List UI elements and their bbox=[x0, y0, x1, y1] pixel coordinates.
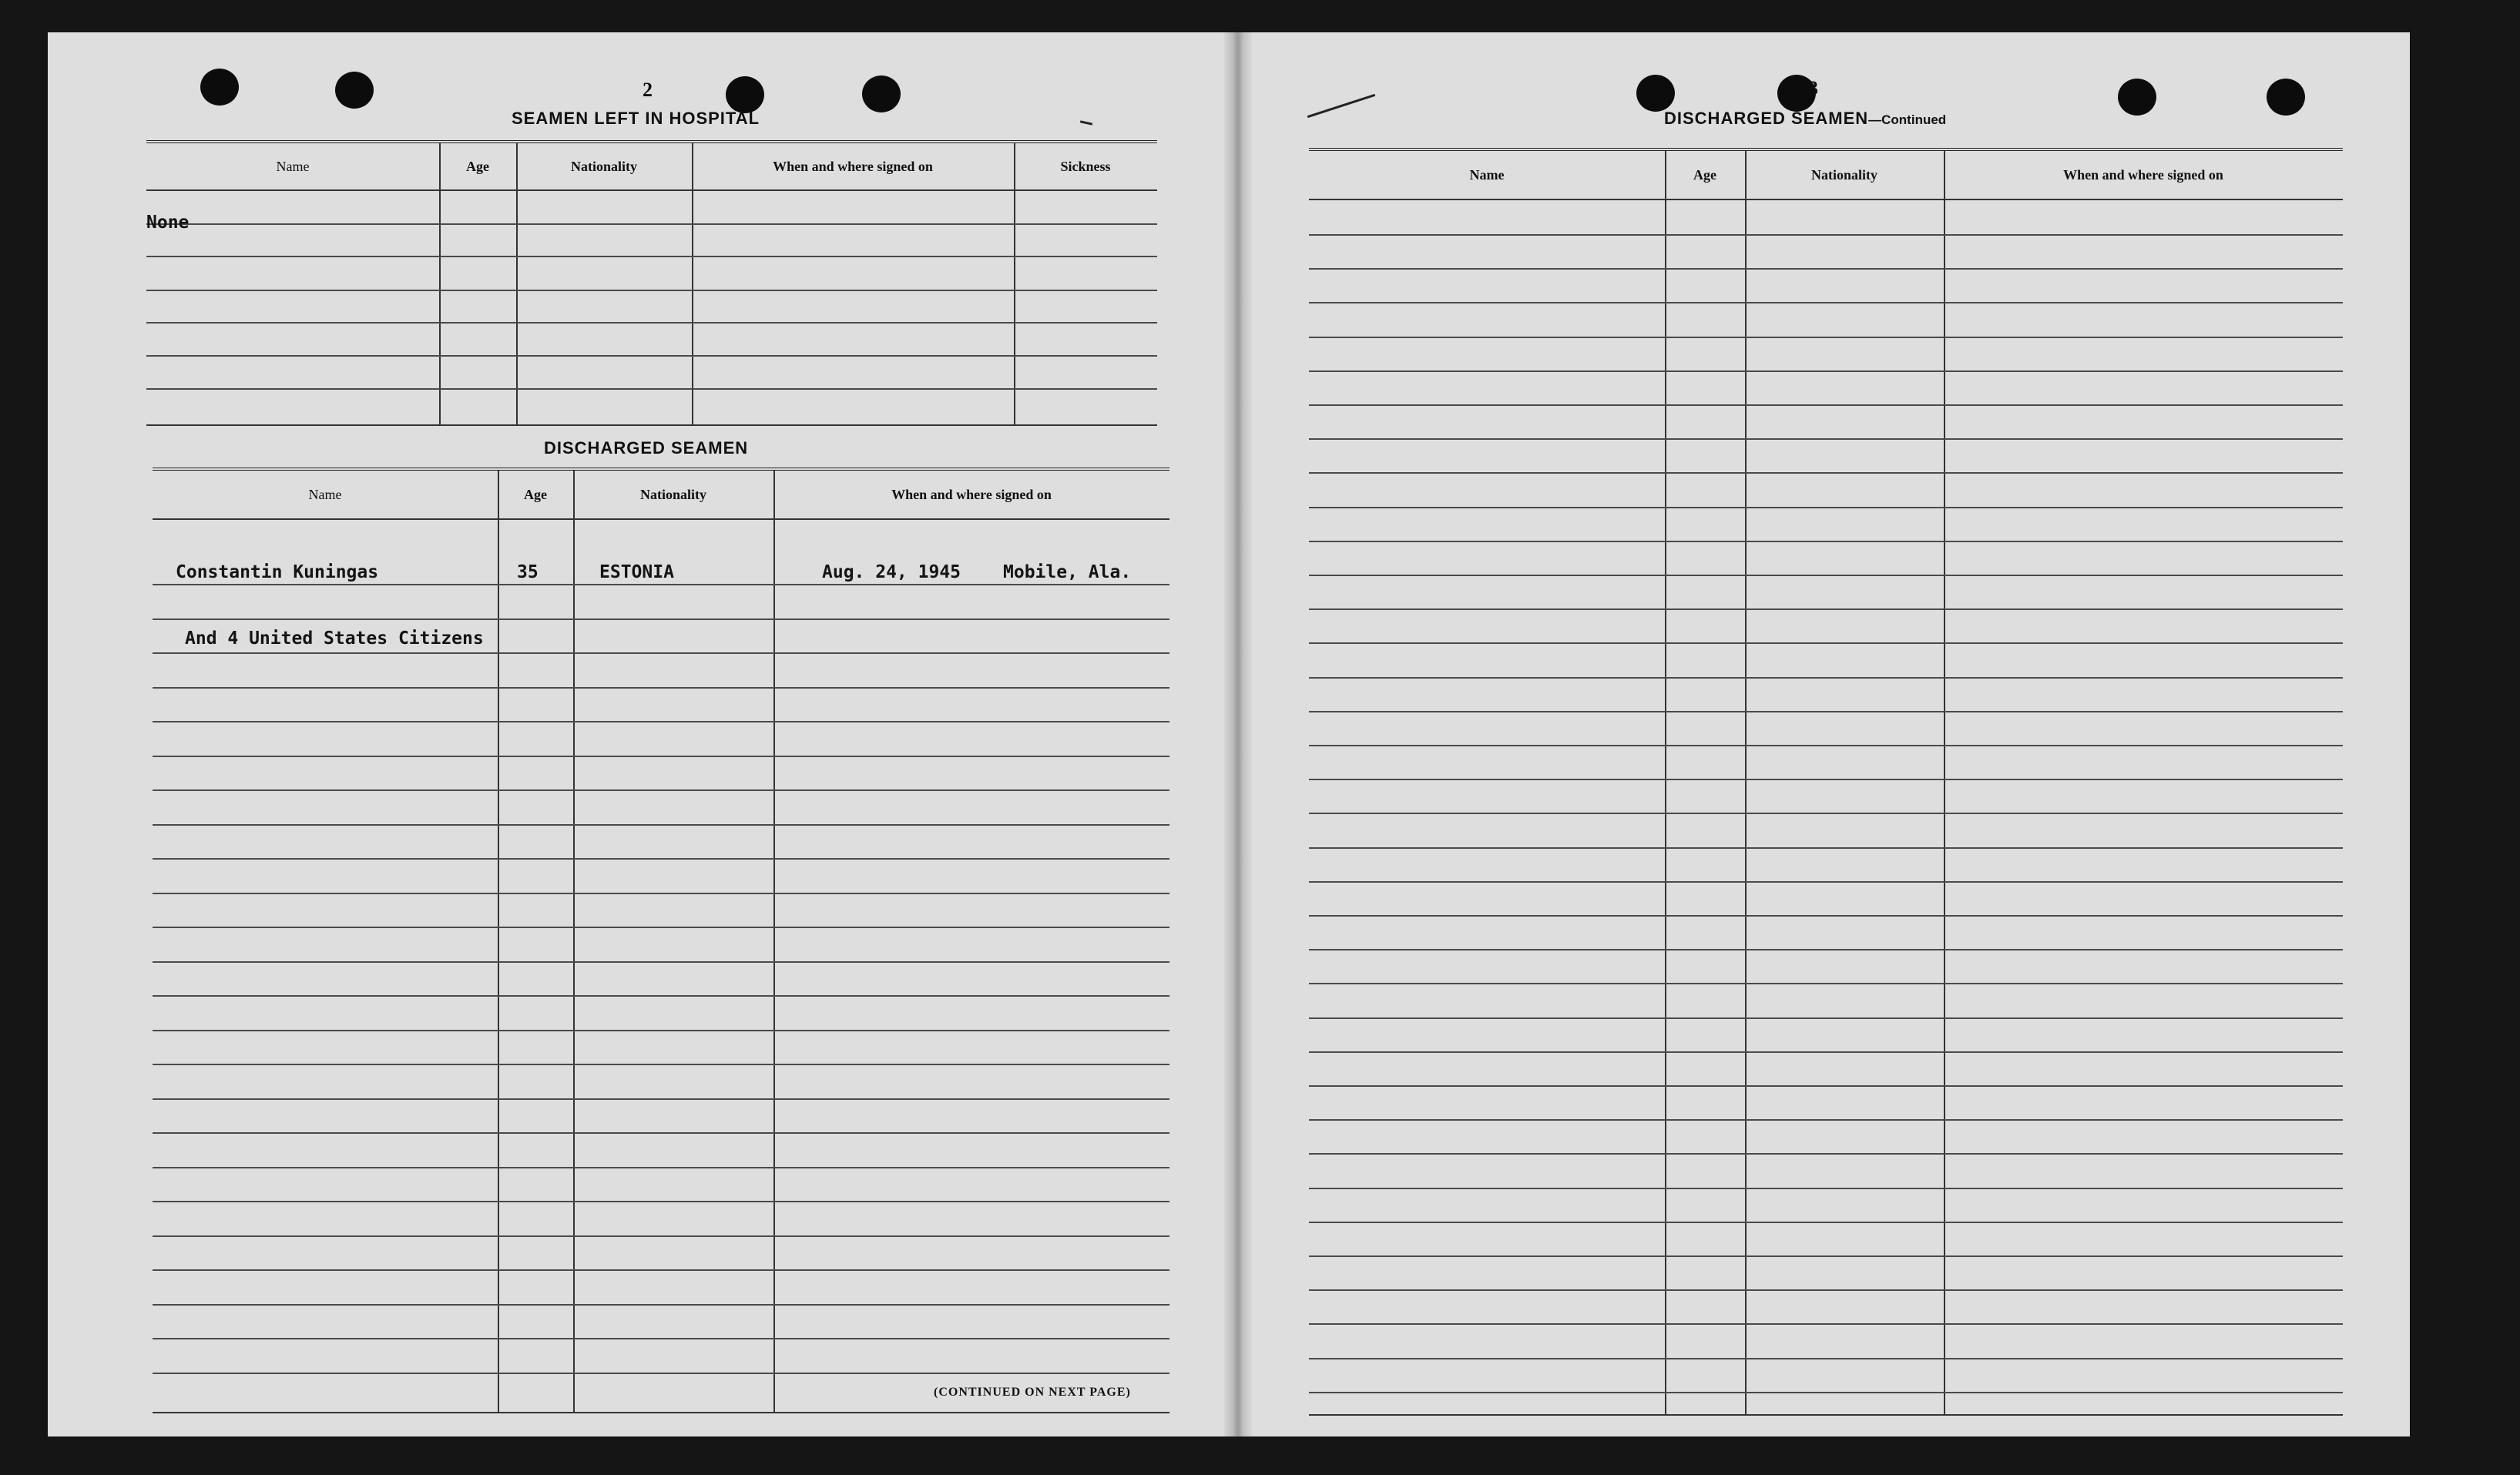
page-number: 3 bbox=[1808, 77, 1818, 99]
column-header-age: Age bbox=[524, 486, 547, 502]
hospital-section-title: SEAMEN LEFT IN HOSPITAL bbox=[512, 109, 760, 128]
ruled-line bbox=[1309, 847, 2343, 849]
right-page bbox=[1238, 32, 2410, 1436]
ruled-line bbox=[1309, 813, 2343, 814]
discharged-note: And 4 United States Citizens bbox=[185, 629, 484, 649]
column-header-name: Name bbox=[276, 158, 310, 174]
discharged-table bbox=[153, 468, 1169, 1413]
ruled-line bbox=[1309, 268, 2343, 270]
punch-hole bbox=[335, 72, 374, 109]
ruled-line bbox=[153, 893, 1169, 894]
ruled-line bbox=[153, 995, 1169, 997]
ruled-line bbox=[1309, 1017, 2343, 1019]
ink-mark bbox=[1307, 94, 1375, 118]
punch-hole bbox=[200, 69, 239, 106]
left-page bbox=[48, 32, 1238, 1436]
ruled-line bbox=[153, 1201, 1169, 1202]
ruled-line bbox=[1309, 642, 2343, 644]
column-header-age: Age bbox=[1693, 166, 1716, 183]
ruled-line bbox=[1309, 370, 2343, 372]
ruled-line bbox=[1309, 507, 2343, 508]
ruled-line bbox=[153, 1132, 1169, 1134]
ruled-line bbox=[153, 652, 1169, 654]
ruled-line bbox=[1309, 234, 2343, 236]
ruled-line bbox=[1309, 983, 2343, 984]
section-title-main: DISCHARGED SEAMEN bbox=[1664, 109, 1869, 128]
ruled-line bbox=[1309, 1255, 2343, 1257]
ruled-line bbox=[153, 1338, 1169, 1339]
seaman-age: 35 bbox=[517, 562, 539, 582]
ruled-line bbox=[1309, 745, 2343, 746]
ruled-line bbox=[1309, 1289, 2343, 1291]
column-header-signed-on: When and where signed on bbox=[773, 158, 933, 174]
column-header-sickness: Sickness bbox=[1060, 158, 1111, 174]
ruled-line bbox=[1309, 541, 2343, 542]
discharged-section-title: DISCHARGED SEAMEN bbox=[544, 438, 749, 458]
ruled-line bbox=[1309, 438, 2343, 440]
ruled-line bbox=[1309, 1358, 2343, 1359]
column-header-nationality: Nationality bbox=[639, 486, 706, 502]
ruled-line bbox=[1309, 337, 2343, 338]
ruled-line bbox=[1309, 472, 2343, 474]
ruled-line bbox=[1309, 779, 2343, 780]
section-title-suffix: —Continued bbox=[1868, 112, 1947, 127]
signed-on-date: Aug. 24, 1945 bbox=[822, 562, 961, 582]
discharged-continued-table bbox=[1309, 148, 2343, 1416]
ruled-line bbox=[1309, 1119, 2343, 1121]
ruled-line bbox=[1309, 1153, 2343, 1155]
ruled-line bbox=[1309, 915, 2343, 917]
ruled-line bbox=[153, 618, 1169, 620]
discharged-table-header bbox=[153, 471, 1169, 520]
column-header-signed-on: When and where signed on bbox=[891, 486, 1052, 502]
ruled-line bbox=[153, 721, 1169, 722]
hospital-table bbox=[146, 140, 1157, 426]
punch-hole bbox=[1636, 75, 1675, 112]
punch-hole bbox=[2267, 79, 2305, 116]
ruled-line bbox=[153, 584, 1169, 585]
column-header-name: Name bbox=[308, 486, 342, 502]
ruled-line bbox=[153, 1064, 1169, 1065]
ruled-line bbox=[153, 858, 1169, 860]
column-header-name: Name bbox=[1469, 166, 1505, 183]
discharged-continued-title bbox=[1664, 109, 1946, 129]
column-header-nationality: Nationality bbox=[570, 158, 637, 174]
ruled-line bbox=[1309, 608, 2343, 610]
ruled-line bbox=[153, 824, 1169, 826]
document-sheet bbox=[48, 32, 2410, 1436]
ruled-line bbox=[153, 756, 1169, 757]
ruled-line bbox=[1309, 1392, 2343, 1393]
ruled-line bbox=[1309, 575, 2343, 576]
punch-hole bbox=[862, 75, 901, 112]
ruled-line bbox=[153, 1098, 1169, 1100]
ruled-line bbox=[153, 1373, 1169, 1374]
ruled-line bbox=[1309, 677, 2343, 679]
ruled-line bbox=[1309, 302, 2343, 303]
column-header-age: Age bbox=[466, 158, 489, 174]
punch-hole bbox=[726, 76, 764, 113]
continued-table-header bbox=[1309, 151, 2343, 200]
continued-footer: (CONTINUED ON NEXT PAGE) bbox=[934, 1386, 1131, 1399]
column-header-signed-on: When and where signed on bbox=[2063, 166, 2223, 183]
ruled-line bbox=[1309, 1085, 2343, 1087]
page-number: 2 bbox=[643, 79, 653, 101]
ruled-line bbox=[1309, 1222, 2343, 1223]
ruled-line bbox=[153, 1030, 1169, 1031]
ruled-line bbox=[1309, 881, 2343, 883]
signed-on-place: Mobile, Ala. bbox=[1003, 562, 1132, 582]
ruled-line bbox=[153, 687, 1169, 689]
ruled-line bbox=[153, 961, 1169, 963]
punch-hole bbox=[2118, 79, 2156, 116]
ruled-line bbox=[1309, 1051, 2343, 1053]
ruled-line bbox=[153, 1304, 1169, 1306]
ruled-line bbox=[153, 927, 1169, 928]
ruled-line bbox=[153, 1269, 1169, 1271]
ruled-line bbox=[1309, 404, 2343, 406]
ink-mark bbox=[1080, 120, 1092, 125]
ruled-line bbox=[1309, 1188, 2343, 1189]
ruled-line bbox=[153, 1167, 1169, 1168]
ruled-line bbox=[1309, 949, 2343, 950]
ruled-line bbox=[1309, 1323, 2343, 1325]
ruled-line bbox=[153, 1235, 1169, 1237]
ruled-line bbox=[1309, 711, 2343, 712]
hospital-table-header bbox=[146, 143, 1157, 191]
seaman-nationality: ESTONIA bbox=[599, 562, 674, 582]
column-header-nationality: Nationality bbox=[1810, 166, 1877, 183]
ruled-line bbox=[153, 789, 1169, 791]
seaman-name: Constantin Kuningas bbox=[176, 562, 379, 582]
hospital-entry: None bbox=[146, 213, 190, 233]
